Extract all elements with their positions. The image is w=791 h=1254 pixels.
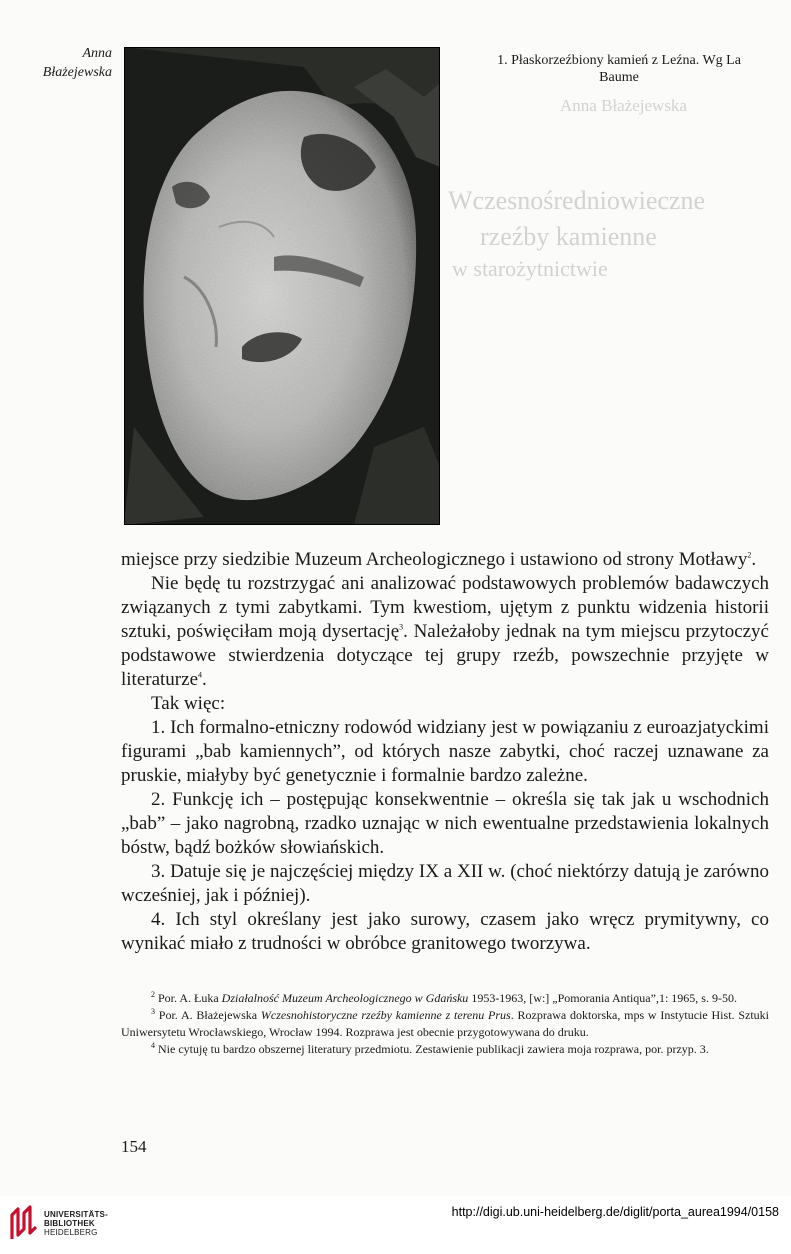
main-text [121,548,769,956]
paragraph: Nie będę tu rozstrzygać ani analizować podstawowych problemów badawczych związanych z tymi zabytkami. Tym kwestiom, ujętym z punktu widzenia historii sztuki, poświęciłam moją dysertację$^3$. Należałoby jednak na tym miejscu przytoczyć podstawowe stwierdzenia dotyczące tej grupy rzeźb, powszechnie przyjęte w literaturze$^4$. [121,573,769,690]
institution-name: UNIVERSITÄTS- BIBLIOTHEK HEIDELBERG [44,1210,108,1237]
paragraph-continuation: miejsce przy siedzibie Muzeum Archeologicznego i ustawiono od strony Motławy$^2$. [121,549,757,570]
author-first-name: Anna [82,46,112,61]
figure-caption [458,52,780,86]
footnote-2: $^2$ Por. A. Łuka Działalność Muzeum Archeologicznego w Gdańsku 1953-1963, [w:] „Pomorania Antiqua”,1: 1965, s. 9-50. [151,990,737,1005]
list-item-4: 4. Ich styl określany jest jako surowy, czasem jako wręcz prymitywny, co wynikać miało z trudności w obróbce granitowego tworzywa. [121,909,769,954]
footnote-ref-4[interactable]: 4 [198,670,203,680]
list-item-2: 2. Funkcję ich – postępując konsekwentnie – określa się tak jak u wschodnich „bab” – jako nagrobną, rzadko uznając w nich ewentualne przedstawienia lokalnych bóstw, bądź bożków słowiańskich. [121,789,769,858]
bleed-through-text: Anna Błażejewska [560,96,687,115]
bleed-through-text: rzeźby kamienne [480,222,657,251]
stone-photo-illustration [124,47,440,525]
footnote-3: $^3$ Por. A. Błażejewska Wczesnohistoryczne rzeźby kamienne z terenu Prus. Rozprawa doktorska, mps w Instytucie Hist. Sztuki Uniwersytetu Wrocławskiego, Wrocław 1994. Rozprawa jest obecnie przygotowywana do druku. [121,1007,769,1039]
bleed-through-text: w starożytnictwie [452,256,608,281]
source-url-link[interactable]: http://digi.ub.uni-heidelberg.de/diglit/porta_aurea1994/0158 [451,1205,779,1219]
stone-relief-photo [124,47,440,525]
list-item-1: 1. Ich formalno-etniczny rodowód widziany jest w powiązaniu z euroazjatyckimi figurami „bab kamiennych”, od których nasze zabytki, choć raczej uznawane za pruskie, miałyby być genetycznie i formalnie bardzo zależne. [121,717,769,786]
list-item-3: 3. Datuje się je najczęściej między IX a XII w. (choć niektórzy datują je zarówno wcześniej, jak i później). [121,861,769,906]
page-number: 154 [121,1137,147,1156]
caption-line-2: Baume [599,70,639,85]
running-header-author [20,44,112,82]
bleed-through-text: Wczesnośredniowieczne [448,186,705,215]
caption-line-1: 1. Płaskorzeźbiony kamień z Leźna. Wg La [497,53,741,68]
paragraph-intro: Tak więc: [151,693,226,714]
heidelberg-library-logo-icon [8,1205,38,1241]
author-last-name: Błażejewska [42,65,112,80]
footnote-4: $^4$ Nie cytuję tu bardzo obszernej literatury przedmiotu. Zestawienie publikacji zawiera moja rozprawa, por. przyp. 3. [151,1041,709,1056]
footnotes [121,990,769,1058]
footnote-ref-2[interactable]: 2 [747,550,752,560]
footnote-ref-3[interactable]: 3 [399,622,404,632]
